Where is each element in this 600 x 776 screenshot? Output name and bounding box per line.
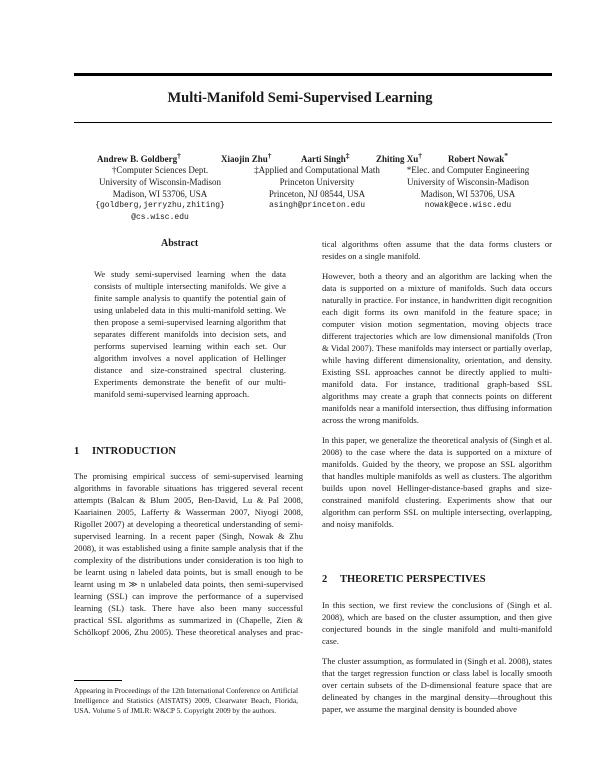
author-2: Xiaojin Zhu† xyxy=(221,151,272,164)
title-bottom-rule xyxy=(74,122,552,123)
author-3: Aarti Singh‡ xyxy=(301,151,350,164)
section-2-body xyxy=(322,599,552,723)
abstract-body xyxy=(94,268,286,408)
author-1: Andrew B. Goldberg† xyxy=(97,151,181,164)
paper-title: Multi-Manifold Semi-Supervised Learning xyxy=(167,90,433,106)
section-2-paragraph-1: In this section, we first review the conclusions of (Singh et al. 2008), which are based on the cluster assumption, and then give conjectured bounds in the single manifold and multi-manifold case. xyxy=(322,600,552,646)
abstract-heading: Abstract xyxy=(161,238,199,249)
section-2-paragraph-2: The cluster assumption, as formulated in (Singh et al. 2008), states that the target regression function or class label is locally smooth over certain subsets of the D-dimensional feature space that are delineated by changes in the marginal density—throughout this paper, we assume the marginal density is bounded above xyxy=(322,656,552,714)
affiliation-1: †Computer Sciences Dept. University of Wisconsin-Madison Madison, WI 53706, USA {goldberg,jerryzhu,zhiting} @cs.wisc.edu xyxy=(95,165,225,222)
intro-paragraph-3: In this paper, we generalize the theoretical analysis of (Singh et al. 2008) to the case where the data is supported on a mixture of manifolds. Guided by the theory, we propose an SSL algorithm that handles multiple manifolds as well as clusters. The algorithm builds upon novel Hellinger-distance-based graphs and size-constrained manifold clustering. Experiments show that our algorithm can perform SSL on multiple intersecting, overlapping, and noisy manifolds. xyxy=(322,435,552,529)
title-top-rule xyxy=(74,73,552,76)
footnote-rule xyxy=(74,680,122,681)
author-4: Zhiting Xu† xyxy=(376,151,423,164)
affiliation-2: ‡Applied and Computational Math Princeton University Princeton, NJ 08544, USA asingh@princeton.edu xyxy=(254,165,380,210)
author-5: Robert Nowak* xyxy=(448,151,508,164)
intro-paragraph-2: However, both a theory and an algorithm are lacking when the data is supported on a mixture of manifolds. Such data occurs naturally in practice. For instance, in handwritten digit recognition each digit forms its own manifold in the feature space; in computer vision motion segmentation, moving objects trace different trajectories which are low dimensional manifolds (Tron & Vidal 2007). These manifolds may intersect or partially overlap, while having different dimensionality, orientation, and density. Existing SSL approaches cannot be directly applied to multi-manifold data. For instance, traditional graph-based SSL algorithms may create a graph that connects points on different manifolds near a manifold intersection, thus diffusing information across the wrong manifolds. xyxy=(322,271,552,425)
section-2-heading: 2 THEORETIC PERSPECTIVES xyxy=(322,574,486,585)
section-1-heading: 1 INTRODUCTION xyxy=(74,446,177,457)
intro-continuation: tical algorithms often assume that the data forms clusters or resides on a single manifold. xyxy=(322,239,552,261)
abstract-text: We study semi-supervised learning when the data consists of multiple intersecting manifolds. We give a finite sample analysis to quantify the potential gain of using unlabeled data in this multi-manifold setting. We then propose a semi-supervised learning algorithm that separates different manifolds into decision sets, and performs supervised learning within each set. Our algorithm involves a novel application of Hellinger distance and size-constrained spectral clustering. Experiments demonstrate the benefit of our multi-manifold semi-supervised learning approach. xyxy=(94,269,286,399)
footnote: Appearing in Proceedings of the 12th International Conference on Artificial Intelligence and Statistics (AISTATS) 2009, Clearwater Beach, Florida, USA. Volume 5 of JMLR: W&CP 5. Copyright 2009 by the authors. xyxy=(74,686,298,715)
affiliation-3: *Elec. and Computer Engineering University of Wisconsin-Madison Madison, WI 53706, USA nowak@ece.wisc.edu xyxy=(406,165,530,210)
right-column-top xyxy=(322,238,552,538)
intro-paragraph-1: The promising empirical success of semi-supervised learning algorithms in favorable situations has triggered several recent attempts (Balcan & Blum 2005, Ben-David, Lu & Pal 2008, Kaariainen 2005, Lafferty & Wasserman 2007, Niyogi 2008, Rigollet 2007) at developing a theoretical understanding of semi-supervised learning. In a recent paper (Singh, Nowak & Zhu 2008), it was established using a finite sample analysis that if the complexity of the distributions under consideration is too high to be learnt using n labeled data points, but is small enough to be learnt using m ≫ n unlabeled data points, then semi-supervised learning (SSL) can improve the performance of a supervised learning (SL) task. There have also been many successful practical SSL algorithms as summarized in (Chapelle, Zien & Schölkopf 2006, Zhu 2005). These theoretical analyses and prac- xyxy=(74,471,303,637)
